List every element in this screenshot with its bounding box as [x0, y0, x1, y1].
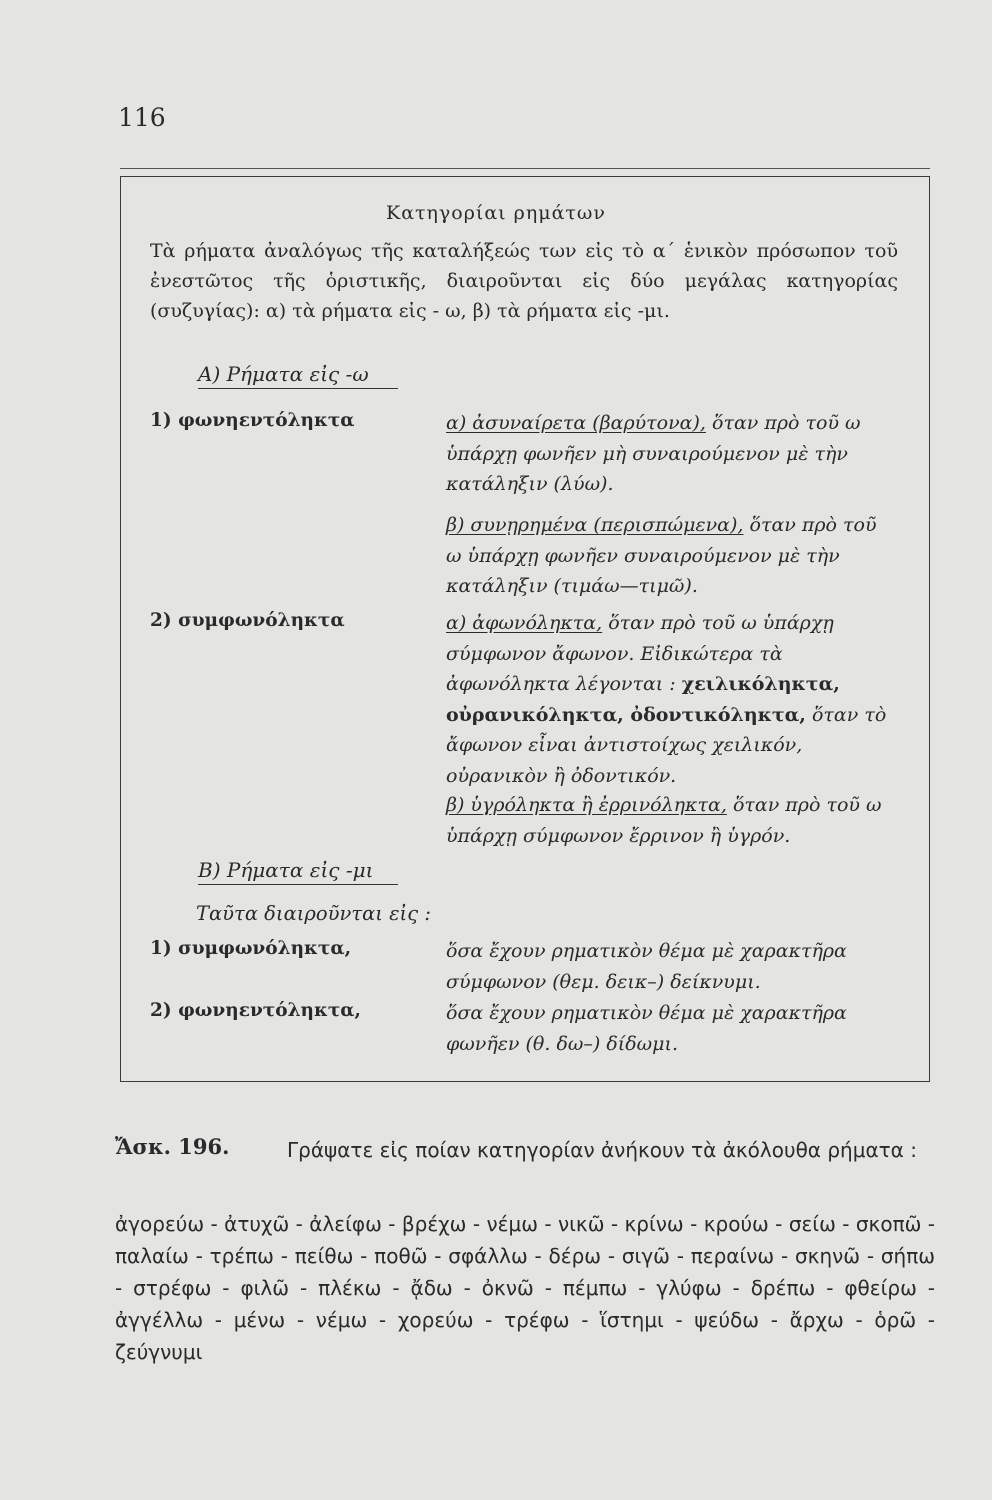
- page-number: 116: [118, 103, 166, 132]
- a1-label: 1) φωνηεντόληκτα: [150, 410, 355, 431]
- a2-alpha-description: [446, 608, 898, 791]
- b-intro: Ταῦτα διαιροῦνται εἰς :: [196, 902, 431, 925]
- exercise-instruction: Γράψατε εἰς ποίαν κατηγορίαν ἀνήκουν τὰ ἀκόλουθα ρήματα :: [287, 1138, 917, 1162]
- a2-label: 2) συμφωνόληκτα: [150, 610, 345, 631]
- a2-alpha-title: α) ἀφωνόληκτα,: [446, 612, 603, 634]
- b1-label: 1) συμφωνόληκτα,: [150, 938, 352, 959]
- a1-beta-description: [446, 510, 898, 602]
- b1-text: ὅσα ἔχουν ρηματικὸν θέμα μὲ χαρακτῆρα σύμφωνον (θεμ. δεικ–) δείκνυμι.: [446, 940, 847, 993]
- box-intro: Τὰ ρήματα ἀναλόγως τῆς καταλήξεώς των εἰς τὸ α΄ ἑνικὸν πρόσωπον τοῦ ἐνεστῶτος τῆς ὁριστικῆς, διαιροῦνται εἰς δύο μεγάλας κατηγορίας (συζυγίας): α) τὰ ρήματα εἰς - ω, β) τὰ ρήματα εἰς -μι.: [150, 240, 898, 322]
- b2-label: 2) φωνηεντόληκτα,: [150, 1000, 361, 1021]
- a2-beta-description: [446, 790, 898, 851]
- section-b-label: Β) Ρήματα εἰς -μι: [198, 858, 398, 885]
- a2-alpha-text: ὅταν πρὸ τοῦ ω ὑπάρχῃ σύμφωνον ἄφωνον. Εἰδικώτερα τὰ ἀφωνόληκτα λέγονται :: [446, 612, 834, 695]
- a1-alpha-text: ὅταν πρὸ τοῦ ω ὑπάρχῃ φωνῆεν μὴ συναιρούμενον μὲ τὴν κατάληξιν (λύω).: [446, 412, 861, 495]
- section-b-title: [198, 858, 398, 885]
- section-a-title: [198, 362, 398, 389]
- top-rule: [120, 168, 930, 169]
- exercise-verb-list: ἀγορεύω - ἀτυχῶ - ἀλείφω - βρέχω - νέμω - νικῶ - κρίνω - κρούω - σείω - σκοπῶ - παλαίω - τρέπω - πείθω - ποθῶ - σφάλλω - δέρω - σιγῶ - περαίνω - σκηνῶ - σήπω - στρέφω - φιλῶ - πλέκω - ᾄδω - ὀκνῶ - πέμπω - γλύφω - δρέπω - φθείρω - ἀγγέλλω - μένω - νέμω - χορεύω - τρέφω - ἵστημι - ψεύδω - ἄρχω - ὁρῶ - ζεύγνυμι: [115, 1212, 935, 1364]
- a1-beta-text: ὅταν πρὸ τοῦ ω ὑπάρχῃ φωνῆεν συναιρούμενον μὲ τὴν κατάληξιν (τιμάω—τιμῶ).: [446, 514, 877, 597]
- a2-alpha-text2: ὅταν τὸ ἄφωνον εἶναι ἀντιστοίχως χειλικόν, οὐρανικὸν ἢ ὀδοντικόν.: [446, 703, 887, 787]
- b2-text: ὅσα ἔχουν ρηματικὸν θέμα μὲ χαρακτῆρα φωνῆεν (θ. δω–) δίδωμι.: [446, 1002, 847, 1055]
- section-a-label: Α) Ρήματα εἰς -ω: [198, 362, 398, 389]
- a2-beta-title: β) ὑγρόληκτα ἢ ἐρρινόληκτα,: [446, 794, 727, 816]
- box-heading: Κατηγορίαι ρημάτων: [386, 202, 606, 224]
- a2-beta-text: ὅταν πρὸ τοῦ ω ὑπάρχῃ σύμφωνον ἔρρινον ἢ ὑγρόν.: [446, 794, 882, 847]
- a1-beta-title: β) συνῃρημένα (περισπώμενα),: [446, 514, 744, 536]
- exercise-number: Ἄσκ. 196.: [115, 1134, 230, 1159]
- a1-description: [446, 408, 898, 500]
- a1-alpha-title: α) ἀσυναίρετα (βαρύτονα),: [446, 412, 706, 434]
- a2-alpha-bold-terms: χειλικόληκτα, οὐρανικόληκτα, ὀδοντικόληκτα,: [446, 673, 840, 726]
